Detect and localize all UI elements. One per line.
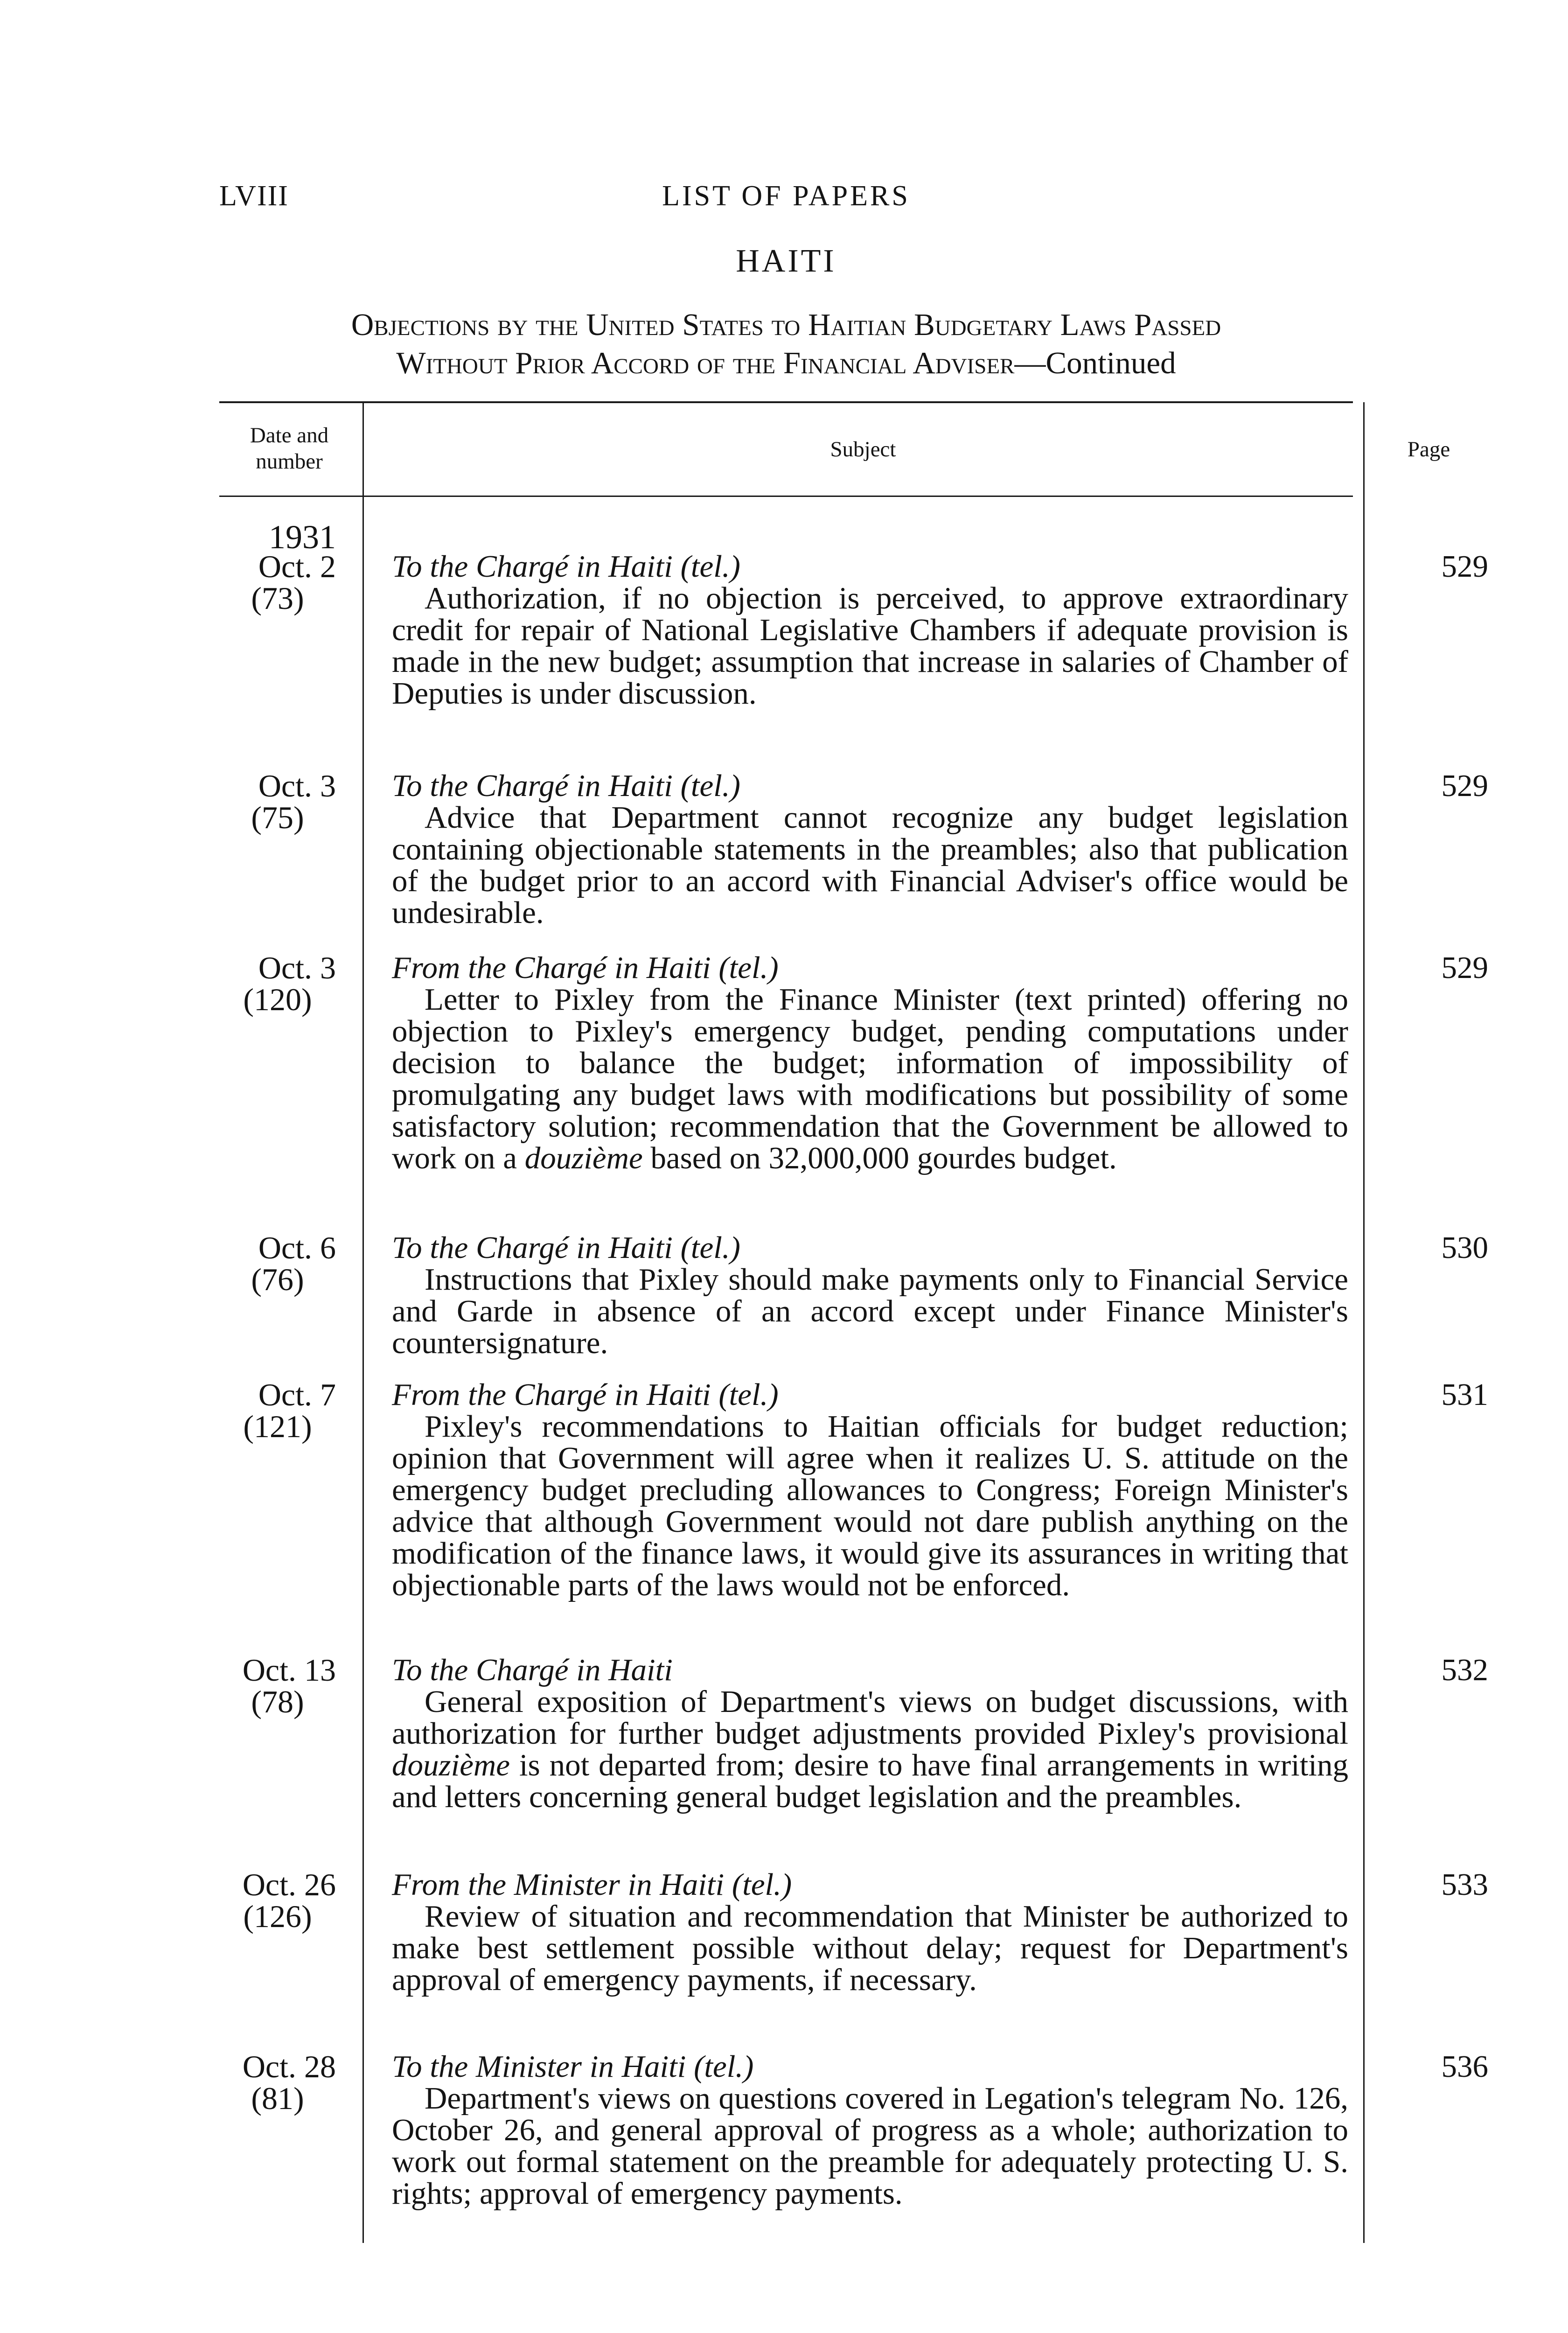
entry-subject [392,1379,1348,1601]
entry-addressee [392,551,1348,582]
entry-page: 531 [1441,1377,1488,1412]
entry-description: Department's views on questions covered in Legation's telegram No. 126, October 26, and general approval of progress as a whole; authorization to work out formal statement on the preamble for adequately protecting U. S. rights; approval of emergency payments. [392,2081,1348,2211]
entry-description-post: based on 32,000,000 gourdes budget. [650,1141,1117,1175]
entry-subject [392,1654,1348,1813]
running-header [219,180,1353,222]
entry-number: (78) [251,1684,304,1719]
entry-description [392,1686,1348,1813]
section-title-line-1: Objections by the United States to Haitian Budgetary Laws Passed [351,307,1221,342]
entry-page: 536 [1441,2049,1488,2084]
entry-subject [392,1232,1348,1359]
entry-number: (120) [243,982,312,1017]
entry-tel: (tel.) [718,1377,779,1412]
entry-description: Advice that Department cannot recognize any budget legislation containing objectionable statements in the preambles; also that publication of the budget prior to an accord with Financial Adviser's office would be undesirable. [392,800,1348,930]
entry-date-text: Oct. 3 [258,768,336,803]
entry-number: (75) [251,800,304,835]
entry-page: 532 [1441,1653,1488,1687]
entry-date-text: Oct. 26 [242,1867,336,1902]
entry-subject [392,2051,1348,2209]
year-label: 1931 [269,518,336,556]
entry-tel: (tel.) [694,2049,754,2084]
column-header-date: Date and number [250,423,329,474]
page-column-rule [1363,402,1365,2243]
entry-addressee-text: From the Chargé in Haiti [392,950,711,985]
entry-page: 529 [1441,549,1488,584]
running-title: LIST OF PAPERS [662,180,910,212]
entry-date-text: Oct. 28 [242,2049,336,2084]
continued-label: —Continued [1014,346,1176,380]
entry-description: Pixley's recommendations to Haitian officials for budget reduction; opinion that Government will agree when it realizes U. S. attitude on the emergency budget precluding allowances to Congress; Foreign Minister's advice that although Government would not dare publish anything on the modification of the finance laws, it would give its assurances in writing that objectionable parts of the laws would not be enforced. [392,1409,1348,1602]
entry-number: (73) [251,580,304,616]
entry-addressee-text: From the Chargé in Haiti [392,1377,711,1412]
entry-subject [392,1869,1348,1996]
document-page [219,0,1488,2333]
column-header-page: Page [1407,437,1450,461]
entry-number: (81) [251,2081,304,2116]
page-folio: LVIII [219,180,289,212]
entry-tel: (tel.) [680,549,740,584]
section-title [219,306,1353,382]
entry-addressee [392,770,1348,802]
entry-date [219,2051,336,2114]
entry-tel: (tel.) [732,1867,792,1902]
entry-subject [392,551,1348,709]
entry-date-text: Oct. 7 [258,1377,336,1412]
entry-addressee [392,952,1348,984]
entry-date-text: Oct. 2 [258,549,336,584]
entry-addressee: To the Chargé in Haiti [392,1653,673,1687]
entry-addressee [392,1379,1348,1411]
entry-description-pre: Letter to Pixley from the Finance Minister (text printed) offering no objection to Pixley's emergency budget, pending computations under decision to balance the budget; information of impossibility of promulgating any budget laws with modifications but possibility of some satisfactory solution; recommendation that the Government be allowed to work on a [392,982,1348,1175]
entry-description: Authorization, if no objection is perceived, to approve extraordinary credit for repair of National Legislative Chambers if adequate provision is made in the new budget; assumption that increase in salaries of Chamber of Deputies is under discussion. [392,581,1348,711]
entry-italic-term: douzième [392,1748,510,1782]
entry-addressee-text: To the Chargé in Haiti [392,549,673,584]
entry-addressee [392,2051,1348,2082]
entry-date [219,551,336,614]
entry-date [219,952,336,1015]
entry-date-text: Oct. 3 [258,950,336,985]
table-header-rule [219,496,1353,497]
entry-page: 529 [1441,768,1488,803]
section-title-line-2 [219,344,1353,382]
entry-date [219,1379,336,1442]
entry-description-post: is not departed from; desire to have final arrangements in writing and letters concerning general budget legislation and the preambles. [392,1748,1348,1814]
entry-number: (126) [243,1899,312,1934]
entry-date [219,770,336,833]
entry-description: Instructions that Pixley should make payments only to Financial Service and Garde in absence of an accord except under Finance Minister's countersignature. [392,1262,1348,1360]
column-header-subject: Subject [830,437,896,461]
entry-addressee-text: From the Minister in Haiti [392,1867,725,1902]
table-top-rule [219,401,1353,403]
entry-page: 530 [1441,1230,1488,1265]
entry-tel: (tel.) [718,950,779,985]
entry-date [219,1232,336,1295]
date-column-rule [362,402,364,2243]
entry-date [219,1654,336,1718]
entry-number: (121) [243,1409,312,1444]
entry-subject [392,770,1348,929]
entry-addressee-text: To the Chargé in Haiti [392,768,673,803]
entry-page: 529 [1441,950,1488,985]
entry-addressee-text: To the Minister in Haiti [392,2049,686,2084]
entry-date [219,1869,336,1932]
entry-italic-term: douzième [524,1141,643,1175]
entry-description: Review of situation and recommendation that Minister be authorized to make best settlement possible without delay; request for Department's approval of emergency payments, if necessary. [392,1899,1348,1997]
entry-description-pre: General exposition of Department's views on budget discussions, with authorization for further budget adjustments provided Pixley's provisional [392,1684,1348,1751]
entry-addressee-text: To the Chargé in Haiti [392,1230,673,1265]
entry-tel: (tel.) [680,1230,740,1265]
entry-page: 533 [1441,1867,1488,1902]
entry-addressee [392,1232,1348,1264]
entry-date-text: Oct. 13 [242,1652,336,1688]
country-heading: HAITI [736,243,836,279]
entry-addressee [392,1869,1348,1900]
entry-subject [392,952,1348,1174]
entry-description [392,984,1348,1174]
entry-tel: (tel.) [680,768,740,803]
section-title-line-2-text: Without Prior Accord of the Financial Adviser [396,346,1015,380]
entry-date-text: Oct. 6 [258,1230,336,1265]
entry-number: (76) [251,1262,304,1297]
